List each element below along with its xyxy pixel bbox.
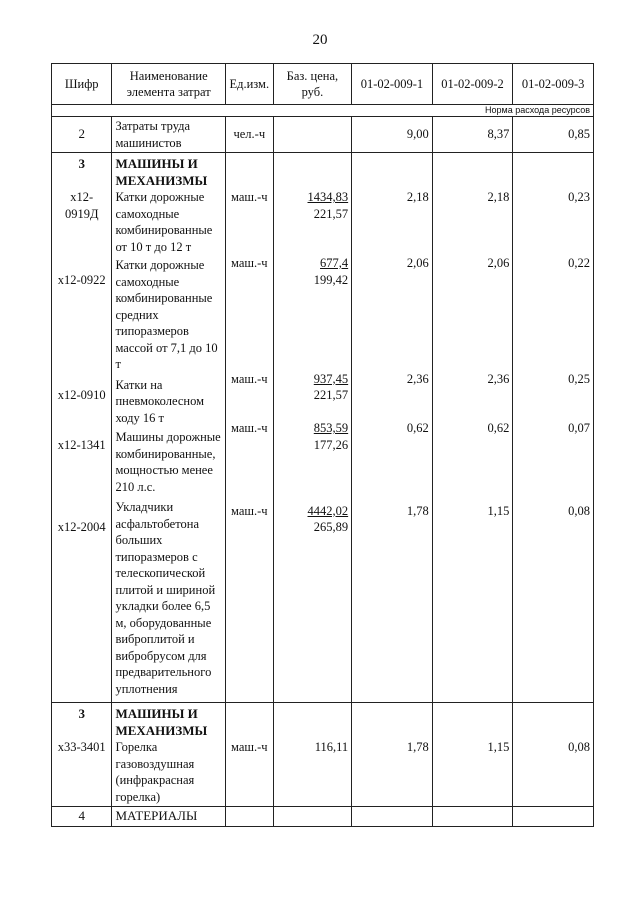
row-name: Укладчики асфальтобетона больших типоразмеров с телескопической плитой и шириной укладки более 6,5 м, оборудованные виброплитой и вибробрусом для предварительного уплотнения xyxy=(115,500,216,696)
page-number: 20 xyxy=(312,32,328,48)
section-code: 3 xyxy=(78,156,85,171)
row-code: х12-1341 xyxy=(57,437,106,452)
section-title: МАШИНЫ И МЕХАНИЗМЫ xyxy=(115,156,208,188)
machines-names-cell xyxy=(112,153,225,703)
empty-cell xyxy=(352,807,433,827)
row-norm-1: 2,36 xyxy=(406,371,429,386)
header-code: Шифр xyxy=(52,64,112,105)
header-price: Баз. цена, руб. xyxy=(273,64,351,105)
row-norm-1: 1,78 xyxy=(406,740,429,754)
row-price-top: 4442,02 xyxy=(307,503,349,518)
row-norm-3: 0,25 xyxy=(568,371,590,386)
row-unit: маш.-ч xyxy=(231,371,268,386)
row-norm-3: 0,08 xyxy=(568,503,590,518)
machines-codes-cell xyxy=(52,153,112,703)
table-header-row xyxy=(52,64,594,105)
machines2-unit-cell xyxy=(225,703,273,807)
header-name: Наименование элемента затрат xyxy=(112,64,225,105)
row-unit: маш.-ч xyxy=(231,190,268,204)
row-price: 116,11 xyxy=(314,740,349,754)
row-norm-2: 2,18 xyxy=(487,190,510,204)
row-price-top: 1434,83 xyxy=(307,190,349,204)
machines-norm2-cell xyxy=(432,153,513,703)
row-name: Катки дорожные самоходные комбинированные от 10 т до 12 т xyxy=(115,190,213,254)
machines2-norm2-cell xyxy=(432,703,513,807)
row-price-bottom: 177,26 xyxy=(313,437,349,452)
machines-norm3-cell xyxy=(513,153,594,703)
empty-cell xyxy=(432,807,513,827)
machines-units-cell xyxy=(225,153,273,703)
empty-cell xyxy=(513,807,594,827)
machines-norm1-cell xyxy=(352,153,433,703)
row-norm-2: 2,06 xyxy=(487,256,510,270)
machines2-codes-cell xyxy=(52,703,112,807)
row-price-bottom: 221,57 xyxy=(313,206,349,221)
row-norm-3: 0,23 xyxy=(568,190,590,204)
machines-prices-cell xyxy=(273,153,351,703)
row-norm-2: 2,36 xyxy=(487,371,510,386)
row-name: Катки дорожные самоходные комбинированные средних типоразмеров массой от 7,1 до 10 т xyxy=(115,258,218,371)
row-code: х33-3401 xyxy=(57,740,106,754)
row-price-top: 853,59 xyxy=(313,421,349,435)
row-price-top: 677,4 xyxy=(320,256,349,270)
empty-cell xyxy=(273,807,351,827)
machines2-norm1-cell xyxy=(352,703,433,807)
table-row xyxy=(52,117,594,153)
row-price-bottom: 265,89 xyxy=(313,520,349,534)
row-code: х12-0910 xyxy=(57,388,106,402)
machines2-names-cell xyxy=(112,703,225,807)
machines2-norm3-cell xyxy=(513,703,594,807)
row-name: Затраты труда машинистов xyxy=(112,117,225,153)
materials-section xyxy=(52,807,594,827)
row-price xyxy=(273,117,351,153)
norm-label-row xyxy=(52,105,594,117)
section-title: МАШИНЫ И МЕХАНИЗМЫ xyxy=(115,706,208,738)
row-unit: чел.-ч xyxy=(225,117,273,153)
header-norm-1: 01-02-009-1 xyxy=(352,64,433,105)
row-price-top: 937,45 xyxy=(313,371,349,386)
row-norm-1: 2,06 xyxy=(406,256,429,270)
row-norm-1: 9,00 xyxy=(352,117,433,153)
resource-norms-table xyxy=(51,63,594,827)
machines2-price-cell xyxy=(273,703,351,807)
row-norm-1: 1,78 xyxy=(406,503,429,518)
row-norm-3: 0,22 xyxy=(568,256,590,270)
row-code: 2 xyxy=(52,117,112,153)
row-code: х12-0922 xyxy=(57,272,106,287)
row-unit: маш.-ч xyxy=(231,421,268,435)
machines-section xyxy=(52,153,594,703)
row-norm-2: 1,15 xyxy=(487,740,510,754)
header-unit: Ед.изм. xyxy=(225,64,273,105)
empty-cell xyxy=(225,807,273,827)
header-norm-3: 01-02-009-3 xyxy=(513,64,594,105)
norm-label: Норма расхода ресурсов xyxy=(52,105,594,117)
row-norm-1: 2,18 xyxy=(406,190,429,204)
row-code: х12-2004 xyxy=(57,520,106,534)
row-norm-2: 1,15 xyxy=(487,503,510,518)
row-norm-3: 0,85 xyxy=(513,117,594,153)
section-code: 3 xyxy=(78,706,85,721)
row-price-bottom: 199,42 xyxy=(313,272,349,287)
row-price-bottom: 221,57 xyxy=(313,388,349,402)
row-unit: маш.-ч xyxy=(231,256,268,270)
row-code: х12-0919Д xyxy=(64,190,99,221)
row-norm-2: 8,37 xyxy=(432,117,513,153)
row-name: Катки на пневмоколесном ходу 16 т xyxy=(115,377,205,425)
row-unit: маш.-ч xyxy=(231,503,268,518)
header-norm-2: 01-02-009-2 xyxy=(432,64,513,105)
row-norm-1: 0,62 xyxy=(406,421,429,435)
row-norm-2: 0,62 xyxy=(487,421,510,435)
row-name: Горелка газовоздушная (инфракрасная горелка) xyxy=(115,740,195,804)
row-name: Машины дорожные комбинированные, мощностью менее 210 л.с. xyxy=(115,430,221,494)
row-norm-3: 0,07 xyxy=(568,421,590,435)
machines-section-2 xyxy=(52,703,594,807)
section-title: МАТЕРИАЛЫ xyxy=(112,807,225,827)
section-code: 4 xyxy=(52,807,112,827)
row-unit: маш.-ч xyxy=(231,740,268,754)
row-norm-3: 0,08 xyxy=(568,740,590,754)
